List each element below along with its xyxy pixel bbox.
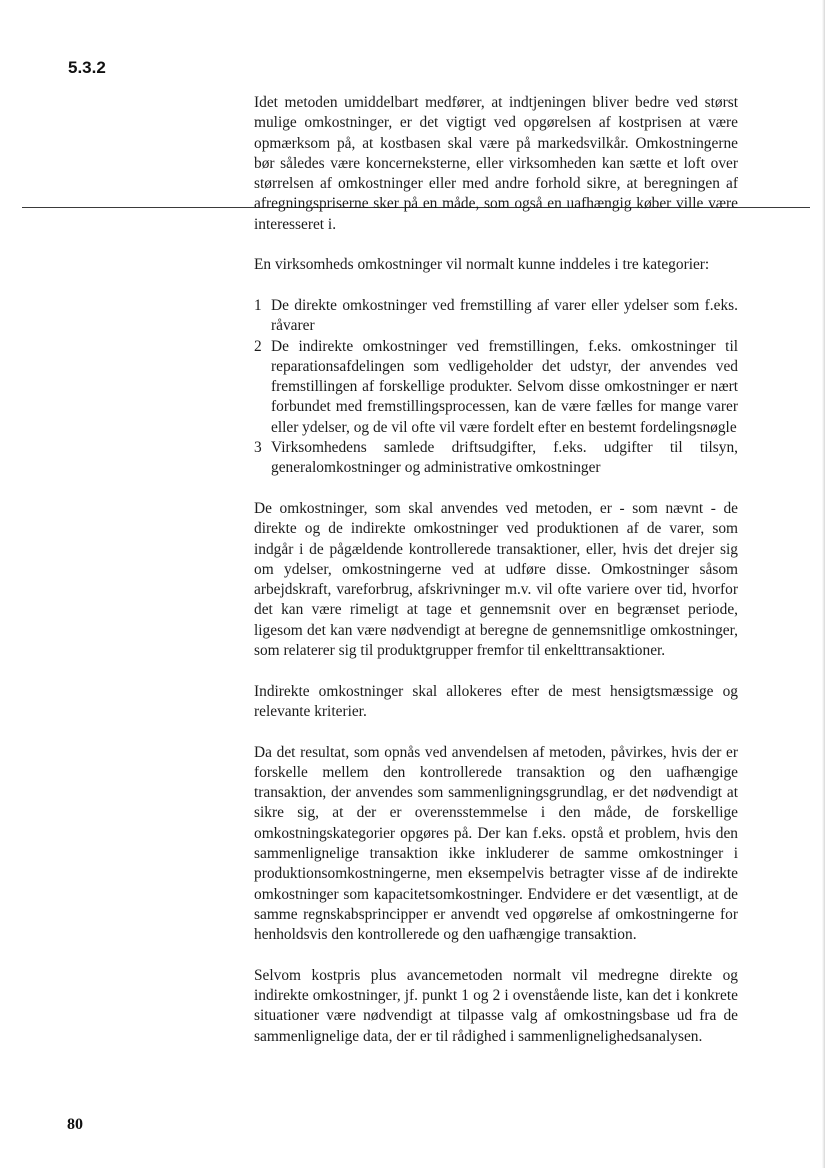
paragraph: Selvom kostpris plus avancemetoden normalt vil medregne direkte og indirekte omkostninger, jf. punkt 1 og 2 i ovenstående liste, kan det i konkrete situationer være nødvendigt at tilpasse valg af omkostningsbase ud fra de sammenlignelige data, der er til rådighed i sammenlignelighedsanalysen. — [254, 966, 738, 1045]
list-item-number: 1 — [254, 296, 262, 314]
text-column — [254, 93, 738, 1067]
paragraph: Da det resultat, som opnås ved anvendelsen af metoden, påvirkes, hvis der er forskelle mellem den kontrollerede transaktion og den uafhængige transaktion, der anvendes som sammenligningsgrundlag, er det nødvendigt at sikre sig, at der er overensstemmelse i den måde, de forskellige omkostningskategorier opgøres på. Der kan f.eks. opstå et problem, hvis den sammenlignelige transaktion ikke inkluderer de samme omkostninger i produktionsomkostningerne, men eksempelvis betragter visse af de indirekte omkostninger som kapacitetsomkostninger. Endvidere er det væsentligt, at de samme regnskabsprincipper er anvendt ved opgørelse af omkostningerne for henholdsvis den kontrollerede og den uafhængige transaktion. — [254, 743, 738, 944]
section-number: 5.3.2 — [68, 58, 106, 77]
list-item — [254, 337, 738, 438]
page-number: 80 — [67, 1116, 83, 1133]
paragraph: Idet metoden umiddelbart medfører, at indtjeningen bliver bedre ved størst mulige omkostninger, er det vigtigt ved opgørelsen af kostprisen at være opmærksom på, at kostbasen skal være på markedsvilkår. Omkostningerne bør således være koncerneksterne, eller virksomheden kan sætte et loft over størrelsen af omkostninger eller med andre forhold sikre, at beregningen af afregningspriserne sker på en måde, som også en uafhængig køber ville være interesseret i. — [254, 94, 738, 233]
list-item-text: De indirekte omkostninger ved fremstillingen, f.eks. omkostninger til reparationsafdelingen som vedligeholder det udstyr, der anvendes ved fremstillingen af forskellige produkter. Selvom disse omkostninger er nært forbundet med fremstillingsprocessen, kan de være fælles for mange varer eller ydelser, og de vil ofte vil være fordelt efter en bestemt fordelingsnøgle — [271, 337, 738, 436]
list-item — [254, 438, 738, 479]
paragraph: Indirekte omkostninger skal allokeres efter de mest hensigtsmæssige og relevante kriterier. — [254, 682, 738, 720]
list-item-text: Virksomhedens samlede driftsudgifter, f.eks. udgifter til tilsyn, generalomkostninger og administrative omkostninger — [271, 439, 738, 477]
category-list — [254, 296, 738, 479]
paragraph: De omkostninger, som skal anvendes ved metoden, er - som nævnt - de direkte og de indirekte omkostninger ved produktionen af de varer, som indgår i de pågældende kontrollerede transaktioner, eller, hvis det drejer sig om ydelser, omkostningerne ved at udføre disse. Omkostninger såsom arbejdskraft, vareforbrug, afskrivninger m.v. vil ofte variere over tid, hvorfor det kan være rimeligt at tage et gennemsnit over en begrænset periode, ligesom det kan være nødvendigt at beregne de gennemsnitlige omkostninger, som relaterer sig til produktgrupper fremfor til enkelttransaktioner. — [254, 499, 738, 660]
list-item-number: 2 — [254, 337, 262, 355]
list-item — [254, 296, 738, 337]
list-item-number: 3 — [254, 439, 262, 457]
paragraph: En virksomheds omkostninger vil normalt kunne inddeles i tre kategorier: — [254, 256, 710, 274]
list-item-text: De direkte omkostninger ved fremstilling af varer eller ydelser som f.eks. råvarer — [271, 296, 738, 335]
